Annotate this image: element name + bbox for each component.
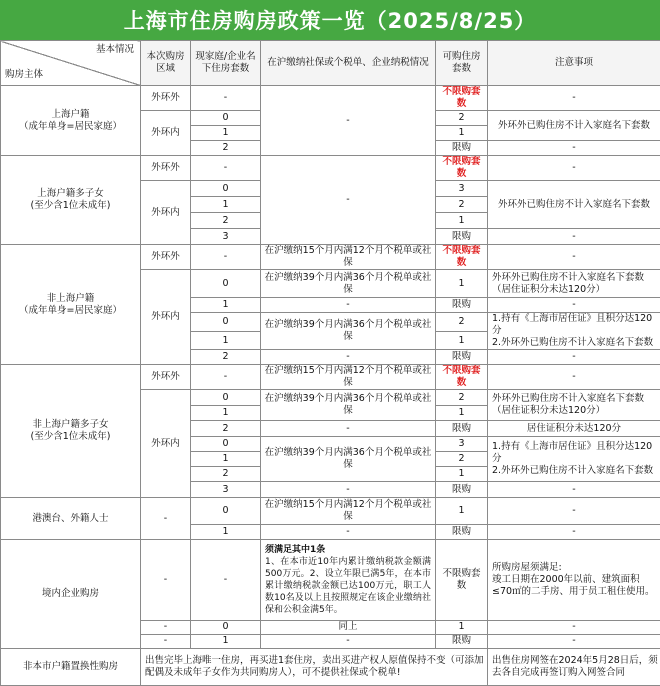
allowed-cell: 1 [436,620,488,634]
tax-cell: 在沪缴纳39个月内满36个月个税单或社保 [261,390,436,421]
owned-cell: - [191,540,261,620]
allowed-cell: 限购 [436,350,488,365]
allowed-cell: 1 [436,406,488,421]
allowed-cell: 2 [436,313,488,332]
tax-cell: 在沪缴纳39个月内满36个月个税单或社保 [261,313,436,350]
owned-cell: 1 [191,406,261,421]
allowed-cell: 限购 [436,421,488,437]
allowed-cell: 1 [436,498,488,525]
allowed-cell: 1 [436,331,488,350]
owned-cell: 0 [191,313,261,332]
header-corner-cell [1,41,141,86]
tax-cell: - [261,421,436,437]
note-cell: 外环外已购住房不计入家庭名下套数（居住证积分未达120分） [488,390,660,421]
tax-cell: 在沪缴纳39个月内满36个月个税单或社保 [261,437,436,482]
zone-cell: 外环内 [141,111,191,156]
allowed-cell: 1 [436,270,488,298]
note-cell: - [488,620,660,634]
policy-table [0,40,660,686]
header-allowed: 可购住房套数 [436,41,488,86]
allowed-cell: 不限购套数 [436,156,488,181]
note-cell: 1.持有《上海市居住证》且积分达120分 2.外环外已购住房不计入家庭名下套数 [488,437,660,482]
owned-cell: 0 [191,390,261,406]
subject-foreign: 港澳台、外籍人士 [1,498,141,540]
note-cell: - [488,298,660,313]
allowed-cell: 限购 [436,229,488,245]
owned-cell: 2 [191,467,261,482]
conditions-body: 1、在本市近10年内累计缴纳税款金额满500万元。2、设立年限已满5年，在本市累计缴纳税款金额已达100万元，职工人数10名及以上且按照规定在该企业缴纳社保和公积金满5年。 [265,557,431,616]
zone-cell: 外环外 [141,86,191,111]
owned-cell: 1 [191,634,261,648]
tax-cell: - [261,156,436,245]
note-cell: - [488,141,660,156]
zone-cell: 外环内 [141,390,191,498]
allowed-cell: 限购 [436,298,488,313]
note-cell: - [488,634,660,648]
allowed-cell: 限购 [436,482,488,498]
note-cell: - [488,229,660,245]
subject-sh: 上海户籍 （成年单身=居民家庭） [1,86,141,156]
owned-cell: - [191,156,261,181]
tax-cell: - [261,298,436,313]
owned-cell: 1 [191,452,261,467]
owned-cell: 0 [191,437,261,452]
subject-enterprise: 境内企业购房 [1,540,141,648]
allowed-cell: 2 [436,452,488,467]
tax-cell: - [261,86,436,156]
owned-cell: 2 [191,350,261,365]
subject-replacement: 非本市户籍置换性购房 [1,648,141,685]
note-cell: - [488,350,660,365]
page-title: 上海市住房购房政策一览（2025/8/25） [0,0,660,40]
tax-cell: 在沪缴纳15个月内满12个月个税单或社保 [261,245,436,270]
note-cell: - [488,482,660,498]
zone-cell: 外环内 [141,181,191,245]
owned-cell: 0 [191,270,261,298]
allowed-cell: 限购 [436,141,488,156]
tax-cell: 在沪缴纳15个月内满12个月个税单或社保 [261,498,436,525]
owned-cell: 0 [191,620,261,634]
owned-cell: 1 [191,197,261,213]
allowed-cell: 不限购套数 [436,540,488,620]
allowed-cell: 2 [436,197,488,213]
replacement-note: 出售住房网签在2024年5月28日后，须去各自完成再签订购入网签合同 [488,648,660,685]
owned-cell: 3 [191,229,261,245]
header-tax: 在沪缴纳社保或个税单、企业纳税情况 [261,41,436,86]
zone-cell: 外环内 [141,270,191,365]
allowed-cell: 3 [436,437,488,452]
allowed-cell: 不限购套数 [436,86,488,111]
owned-cell: 2 [191,141,261,156]
owned-cell: 1 [191,126,261,141]
zone-cell: 外环外 [141,245,191,270]
note-cell: - [488,498,660,525]
allowed-cell: 不限购套数 [436,245,488,270]
owned-cell: - [191,245,261,270]
allowed-cell: 限购 [436,525,488,540]
note-cell: 外环外已购住房不计入家庭名下套数（居住证积分未达120分） [488,270,660,298]
allowed-cell: 2 [436,390,488,406]
note-cell: - [488,245,660,270]
header-notes: 注意事项 [488,41,660,86]
tax-cell: - [261,350,436,365]
allowed-cell: 2 [436,111,488,126]
subject-sh-multichild: 上海户籍多子女 (至少含1位未成年) [1,156,141,245]
note-cell: 外环外已购住房不计入家庭名下套数 [488,181,660,229]
owned-cell: 0 [191,111,261,126]
allowed-cell: 1 [436,467,488,482]
header-buyer: 购房主体 [5,69,44,80]
allowed-cell: 1 [436,126,488,141]
owned-cell: 3 [191,482,261,498]
note-cell: - [488,86,660,111]
note-cell: - [488,525,660,540]
owned-cell: 0 [191,498,261,525]
tax-cell: 在沪缴纳39个月内满36个月个税单或社保 [261,270,436,298]
tax-cell: 在沪缴纳15个月内满12个月个税单或社保 [261,365,436,390]
header-basic-info: 基本情况 [95,44,134,55]
subject-non-sh-multichild: 非上海户籍多子女 (至少含1位未成年) [1,365,141,498]
owned-cell: 1 [191,331,261,350]
zone-cell: - [141,540,191,620]
zone-cell: - [141,498,191,540]
enterprise-conditions [261,540,436,620]
tax-cell: 同上 [261,620,436,634]
allowed-cell: 3 [436,181,488,197]
owned-cell: 1 [191,525,261,540]
tax-cell: - [261,525,436,540]
note-cell: 所购房屋须满足: 竣工日期在2000年以前、建筑面积≤70㎡的二手房、用于员工租住使用。 [488,540,660,620]
zone-cell: 外环外 [141,365,191,390]
allowed-cell: 1 [436,213,488,229]
owned-cell: 0 [191,181,261,197]
note-cell: 外环外已购住房不计入家庭名下套数 [488,111,660,141]
note-cell: 1.持有《上海市居住证》且积分达120分 2.外环外已购住房不计入家庭名下套数 [488,313,660,350]
subject-non-sh: 非上海户籍 （成年单身=居民家庭） [1,245,141,365]
allowed-cell: 限购 [436,634,488,648]
owned-cell: - [191,365,261,390]
owned-cell: 1 [191,298,261,313]
owned-cell: 2 [191,213,261,229]
tax-cell: - [261,634,436,648]
note-cell: 居住证积分未达120分 [488,421,660,437]
note-cell: - [488,156,660,181]
header-zone: 本次购房区域 [141,41,191,86]
owned-cell: 2 [191,421,261,437]
zone-cell: - [141,620,191,634]
tax-cell: - [261,482,436,498]
allowed-cell: 不限购套数 [436,365,488,390]
zone-cell: 外环外 [141,156,191,181]
note-cell: - [488,365,660,390]
header-owned: 现家庭/企业名下住房套数 [191,41,261,86]
conditions-title: 须满足其中1条 [265,545,326,556]
zone-cell: - [141,634,191,648]
owned-cell: - [191,86,261,111]
replacement-desc: 出售完毕上海唯一住房，再买进1套住房，卖出买进产权人原值保持不变（可添加配偶及未成年子女作为共同购房人），可不提供社保或个税单! [141,648,488,685]
